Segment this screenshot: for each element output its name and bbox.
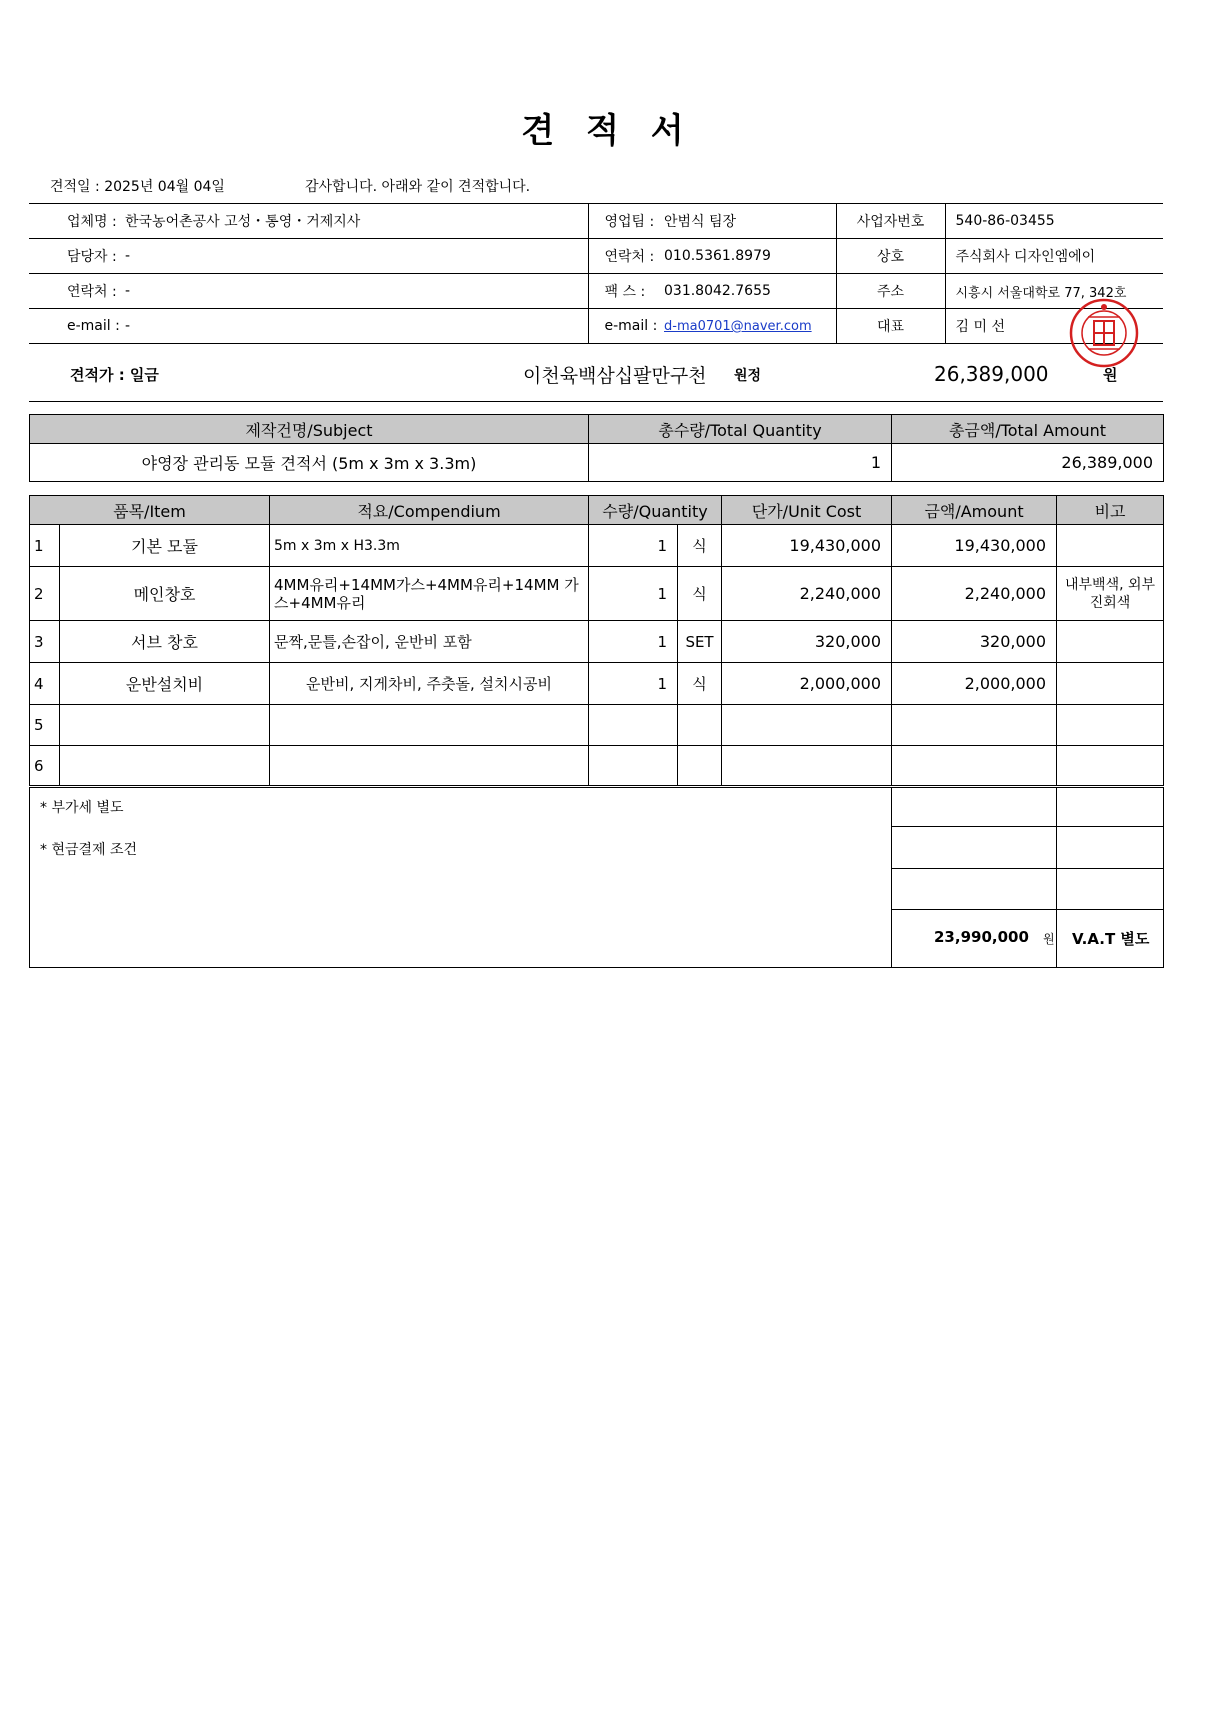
items-header-note: 비고 [1057,496,1164,525]
items-table [29,495,1164,788]
divider [891,787,892,967]
supplier-name-label: 상호 [836,239,945,274]
total-amount: 26,389,000 [934,362,1049,386]
bizno-label: 사업자번호 [836,204,945,239]
row-unit [678,746,722,787]
row-cost: 2,000,000 [722,663,892,705]
row-note [1057,621,1164,663]
row-unit: SET [678,621,722,663]
client-manager-label: 담당자 : [29,239,121,274]
total-label: 견적가 : 일금 [70,366,159,384]
row-amount: 320,000 [892,621,1057,663]
row-desc [270,705,589,746]
items-header-unit-cost: 단가/Unit Cost [722,496,892,525]
summary-header-amount: 총금액/Total Amount [892,415,1164,444]
row-cost: 320,000 [722,621,892,663]
row-note [1057,663,1164,705]
row-amount: 19,430,000 [892,525,1057,567]
row-note [1057,746,1164,787]
bizno: 540-86-03455 [945,204,1163,239]
row-item: 운반설치비 [60,663,270,705]
row-no: 6 [30,746,60,787]
row-no: 4 [30,663,60,705]
row-qty: 1 [589,525,678,567]
table-row [30,746,1164,787]
sales-phone-label: 연락처 : [588,239,660,274]
row-item: 기본 모듈 [60,525,270,567]
info-table [29,203,1163,344]
supplier-addr-label: 주소 [836,274,945,309]
ceo-name: 김 미 선 [945,309,1163,344]
summary-header-quantity: 총수량/Total Quantity [589,415,892,444]
summary-amount: 26,389,000 [892,444,1164,482]
row-note: 내부백색, 외부진회색 [1057,567,1164,621]
row-cost: 19,430,000 [722,525,892,567]
items-header-compendium: 적요/Compendium [270,496,589,525]
row-unit: 식 [678,567,722,621]
sales-fax: 031.8042.7655 [660,274,836,309]
client-manager: - [121,239,588,274]
sales-email-label: e-mail : [588,309,660,344]
items-header-amount: 금액/Amount [892,496,1057,525]
table-row [30,663,1164,705]
row-cost [722,746,892,787]
sales-fax-label: 팩 스 : [588,274,660,309]
row-item: 메인창호 [60,567,270,621]
row-desc: 운반비, 지게차비, 주춧돌, 설치시공비 [270,663,589,705]
footer-total: 23,990,000 [934,928,1029,946]
total-won-suffix: 원정 [734,368,762,384]
supplier-name: 주식회사 디자인엠에이 [945,239,1163,274]
row-no: 1 [30,525,60,567]
note-payment: * 현금결제 조건 [40,842,138,858]
summary-subject: 야영장 관리동 모듈 견적서 (5m x 3m x 3.3m) [30,444,589,482]
items-header-item: 품목/Item [30,496,270,525]
table-row [30,621,1164,663]
row-qty [589,705,678,746]
row-no: 2 [30,567,60,621]
company-seal-stamp [1068,297,1140,369]
quote-date: 견적일 : 2025년 04월 04일 [50,179,225,195]
row-amount [892,705,1057,746]
summary-quantity: 1 [589,444,892,482]
client-phone: - [121,274,588,309]
row-note [1057,525,1164,567]
supplier-addr: 시흥시 서울대학로 77, 342호 [945,274,1163,309]
row-desc: 4MM유리+14MM가스+4MM유리+14MM 가스+4MM유리 [270,567,589,621]
greeting: 감사합니다. 아래와 같이 견적합니다. [305,179,531,195]
row-desc: 문짝,문틀,손잡이, 운반비 포함 [270,621,589,663]
summary-header-subject: 제작건명/Subject [30,415,589,444]
page-title: 견 적 서 [521,111,694,151]
footer-won: 원 [1043,932,1055,946]
row-qty: 1 [589,621,678,663]
sales-team: 안범식 팀장 [660,204,836,239]
row-no: 5 [30,705,60,746]
row-cost: 2,240,000 [722,567,892,621]
table-row [30,705,1164,746]
row-unit [678,705,722,746]
row-amount: 2,240,000 [892,567,1057,621]
row-unit: 식 [678,663,722,705]
sales-phone: 010.5361.8979 [660,239,836,274]
row-item [60,705,270,746]
divider [891,868,1163,869]
client-company-label: 업체명 : [29,204,121,239]
row-no: 3 [30,621,60,663]
row-item: 서브 창호 [60,621,270,663]
note-vat: * 부가세 별도 [40,800,124,816]
row-amount: 2,000,000 [892,663,1057,705]
total-unit: 원 [1103,366,1118,384]
row-qty [589,746,678,787]
row-unit: 식 [678,525,722,567]
divider [891,826,1163,827]
row-qty: 1 [589,567,678,621]
row-qty: 1 [589,663,678,705]
table-row [30,567,1164,621]
sales-team-label: 영업팀 : [588,204,660,239]
row-desc [270,746,589,787]
footer-vat: V.A.T 별도 [1072,930,1150,948]
ceo-label: 대표 [836,309,945,344]
divider [891,909,1163,910]
items-header-quantity: 수량/Quantity [589,496,722,525]
client-phone-label: 연락처 : [29,274,121,309]
table-row [30,525,1164,567]
client-email: - [121,309,588,344]
row-item [60,746,270,787]
divider [1056,787,1057,967]
row-cost [722,705,892,746]
row-note [1057,705,1164,746]
client-company: 한국농어촌공사 고성・통영・거제지사 [121,204,588,239]
total-korean-amount: 이천육백삼십팔만구천 [523,365,707,387]
row-desc: 5m x 3m x H3.3m [270,525,589,567]
divider [29,401,1163,402]
summary-table [29,414,1164,482]
client-email-label: e-mail : [29,309,121,344]
row-amount [892,746,1057,787]
sales-email-link[interactable]: d-ma0701@naver.com [664,319,812,334]
